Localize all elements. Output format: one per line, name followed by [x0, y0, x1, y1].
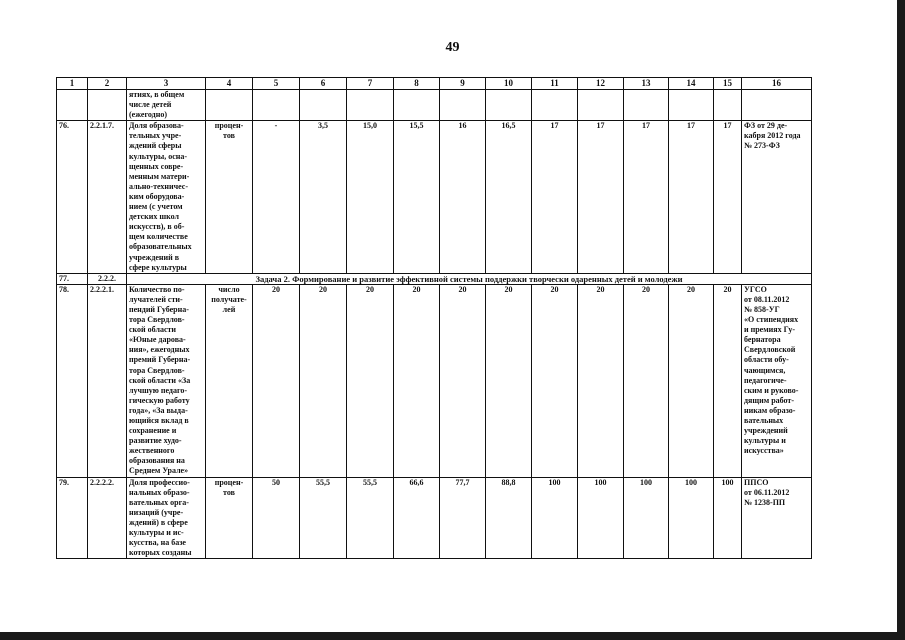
value-cell: 3,5: [300, 121, 347, 273]
value-cell: 20: [578, 284, 624, 477]
value-cell: 15,5: [394, 121, 440, 273]
value-cell: 100: [714, 477, 742, 559]
scan-border-right: [897, 0, 905, 640]
value-cell: 100: [578, 477, 624, 559]
row-code: 2.2.2.2.: [88, 477, 127, 559]
scan-border-bottom: [0, 632, 905, 640]
value-cell: 17: [624, 121, 669, 273]
column-number: 13: [624, 78, 669, 90]
indicator-description: Количество по- лучателей сти- пендий Губерна- тора Свердлов- ской области «Юные дарова- ния», ежегодных премий Губерна- тора Свердлов- ской области «За лучшую педаго- гическую работу года», «За выда- ющийся вклад в сохранение и развитие худо- жественного образования на Среднем Урале»: [127, 284, 206, 477]
row-number: 78.: [57, 284, 88, 477]
value-cell: 15,0: [347, 121, 394, 273]
table-row: [57, 477, 812, 559]
column-number: 11: [532, 78, 578, 90]
row-number: 79.: [57, 477, 88, 559]
row-number: 76.: [57, 121, 88, 273]
row-code: 2.2.2.: [88, 273, 127, 284]
value-cell: 100: [624, 477, 669, 559]
value-cell: 20: [532, 284, 578, 477]
column-number: 10: [486, 78, 532, 90]
value-cell: 77,7: [440, 477, 486, 559]
table-row: [57, 284, 812, 477]
column-number: 5: [253, 78, 300, 90]
legal-basis: ФЗ от 29 де- кабря 2012 года № 273-ФЗ: [742, 121, 812, 273]
value-cell: 100: [532, 477, 578, 559]
row-code-cell: [88, 90, 127, 121]
value-cell: -: [253, 121, 300, 273]
value-cell: 20: [347, 284, 394, 477]
task-row: [57, 273, 812, 284]
value-cell: 17: [714, 121, 742, 273]
value-cell: 20: [253, 284, 300, 477]
table-row: [57, 121, 812, 273]
row-number-cell: [57, 90, 88, 121]
page-number: 49: [445, 40, 460, 55]
unit-of-measure: процен- тов: [206, 121, 253, 273]
indicator-description: Доля образова- тельных учре- ждений сферы культуры, осна- щенных совре- менным матери- ально-техничес- ким оборудова- нием (с учетом детских школ искусств), в об- щем количестве образовательных учреждений в сфере культуры: [127, 121, 206, 273]
table-row-continued: [57, 90, 812, 121]
column-number: 14: [669, 78, 714, 90]
value-cell: 20: [300, 284, 347, 477]
value-cell: 100: [669, 477, 714, 559]
indicators-table: [56, 77, 812, 559]
value-cell: 16: [440, 121, 486, 273]
value-cell: 88,8: [486, 477, 532, 559]
legal-basis: УГСО от 08.11.2012 № 858-УГ «О стипендиях и премиях Гу- бернатора Свердловской области обу- чающимся, педагогиче- ским и руково- дящим работ- никам образо- вательных учреждений культуры и искусства»: [742, 284, 812, 477]
legal-basis: ППСО от 06.11.2012 № 1238-ПП: [742, 477, 812, 559]
column-number-row: [57, 78, 812, 90]
value-cell: 20: [394, 284, 440, 477]
value-cell: 55,5: [300, 477, 347, 559]
column-number: 2: [88, 78, 127, 90]
column-number: 12: [578, 78, 624, 90]
row-code: 2.2.2.1.: [88, 284, 127, 477]
value-cell: 17: [669, 121, 714, 273]
indicator-description: Доля профессио- нальных образо- вательных орга- низаций (учре- ждений) в сфере культуры и ис- кусства, на базе которых созданы: [127, 477, 206, 559]
value-cell: 20: [714, 284, 742, 477]
column-number: 16: [742, 78, 812, 90]
value-cell: 17: [578, 121, 624, 273]
column-number: 4: [206, 78, 253, 90]
row-number: 77.: [57, 273, 88, 284]
unit-of-measure: процен- тов: [206, 477, 253, 559]
column-number: 9: [440, 78, 486, 90]
value-cell: 20: [624, 284, 669, 477]
value-cell: 20: [440, 284, 486, 477]
value-cell: 66,6: [394, 477, 440, 559]
value-cell: 20: [669, 284, 714, 477]
column-number: 1: [57, 78, 88, 90]
column-number: 15: [714, 78, 742, 90]
value-cell: 17: [532, 121, 578, 273]
indicator-description: ятиях, в общем числе детей (ежегодно): [127, 90, 206, 121]
value-cell: 55,5: [347, 477, 394, 559]
column-number: 3: [127, 78, 206, 90]
unit-of-measure: число получате- лей: [206, 284, 253, 477]
column-number: 6: [300, 78, 347, 90]
value-cell: 16,5: [486, 121, 532, 273]
task-title: Задача 2. Формирование и развитие эффективной системы поддержки творчески одаренных детей и молодежи: [127, 273, 812, 284]
column-number: 8: [394, 78, 440, 90]
column-number: 7: [347, 78, 394, 90]
value-cell: 50: [253, 477, 300, 559]
value-cell: 20: [486, 284, 532, 477]
row-code: 2.2.1.7.: [88, 121, 127, 273]
